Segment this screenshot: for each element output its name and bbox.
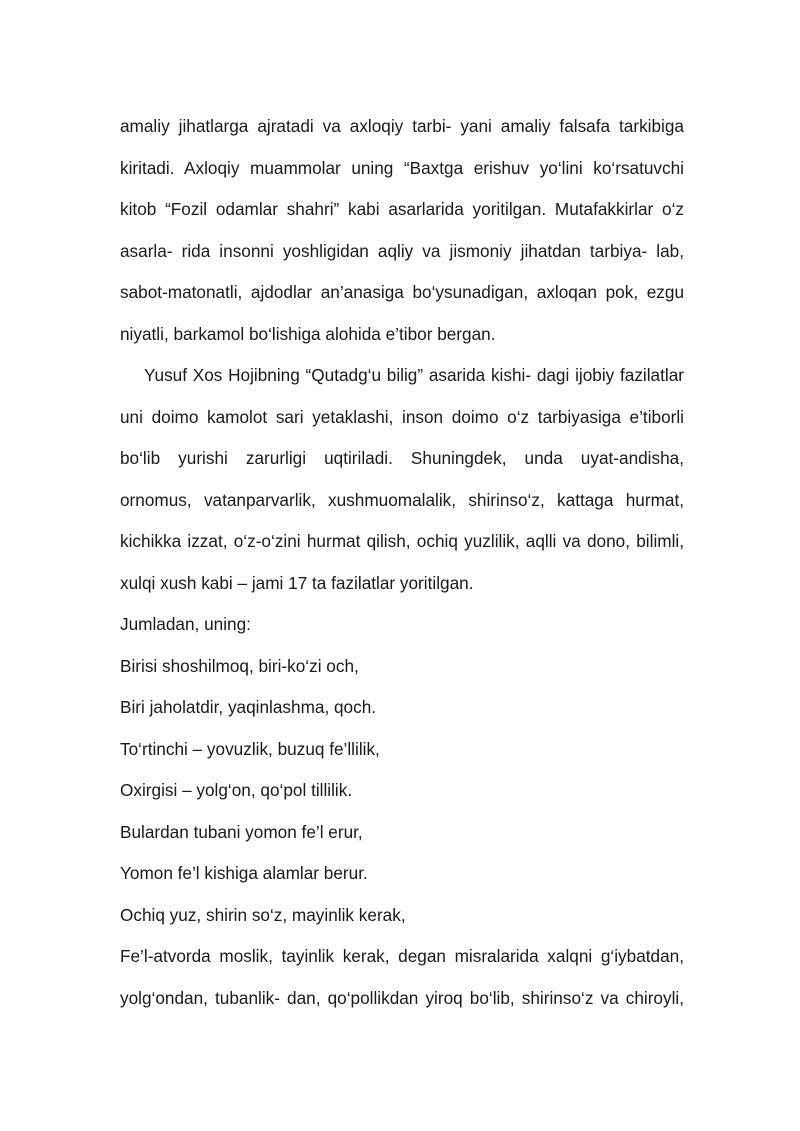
poem-line: Ochiq yuz, shirin so‘z, mayinlik kerak, bbox=[120, 904, 406, 925]
text-line: Fe’l-atvorda moslik, tayinlik kerak, degan misralarida xalqni g‘iybatdan, bbox=[120, 946, 684, 966]
text-line: amaliy jihatlarga ajratadi va axloqiy tarbi- yani amaliy falsafa tarkibiga bbox=[120, 116, 684, 136]
poem-line: To‘rtinchi – yovuzlik, buzuq fe’llilik, bbox=[120, 738, 380, 759]
text-line: kiritadi. Axloqiy muammolar uning “Baxtga erishuv yo‘lini ko‘rsatuvchi bbox=[120, 157, 684, 178]
poem-line: Biri jaholatdir, yaqinlashma, qoch. bbox=[120, 697, 377, 717]
text-line: yolg‘ondan, tubanlik- dan, qo‘pollikdan yiroq bo‘lib, shirinso‘z va chiroyli, bbox=[120, 987, 684, 1008]
document-page bbox=[120, 106, 684, 1019]
poem-line: Oxirgisi – yolg‘on, qo‘pol tillilik. bbox=[120, 780, 353, 800]
text-line: sabot-matonatli, ajdodlar an’anasiga bo‘ysunadigan, axloqan pok, ezgu bbox=[120, 282, 684, 302]
text-line: uni doimo kamolot sari yetaklashi, inson doimo o‘z tarbiyasiga e’tiborli bbox=[120, 406, 684, 427]
text-line: ornomus, vatanparvarlik, xushmuomalalik, shirinso‘z, kattaga hurmat, bbox=[120, 489, 684, 510]
text-line: niyatli, barkamol bo‘lishiga alohida e’tibor bergan. bbox=[120, 323, 496, 344]
poem-line: Bulardan tubani yomon fe’l erur, bbox=[120, 821, 363, 842]
text-line: asarla- rida insonni yoshligidan aqliy va jismoniy jihatdan tarbiya- lab, bbox=[120, 240, 684, 261]
poem-line: Birisi shoshilmoq, biri-ko‘zi och, bbox=[120, 655, 359, 676]
text-line: Yusuf Xos Hojibning “Qutadg‘u bilig” asarida kishi- dagi ijobiy fazilatlar bbox=[144, 365, 684, 385]
poem-intro: Jumladan, uning: bbox=[120, 614, 251, 634]
text-line: bo‘lib yurishi zarurligi uqtiriladi. Shuningdek, unda uyat-andisha, bbox=[120, 448, 684, 468]
text-line: kichikka izzat, o‘z-o‘zini hurmat qilish, ochiq yuzlilik, aqlli va dono, bilimli, bbox=[120, 531, 684, 551]
poem-line: Yomon fe’l kishiga alamlar berur. bbox=[120, 863, 368, 883]
text-line: xulqi xush kabi – jami 17 ta fazilatlar yoritilgan. bbox=[120, 572, 474, 593]
text-line: kitob “Fozil odamlar shahri” kabi asarlarida yoritilgan. Mutafakkirlar o‘z bbox=[120, 199, 684, 219]
